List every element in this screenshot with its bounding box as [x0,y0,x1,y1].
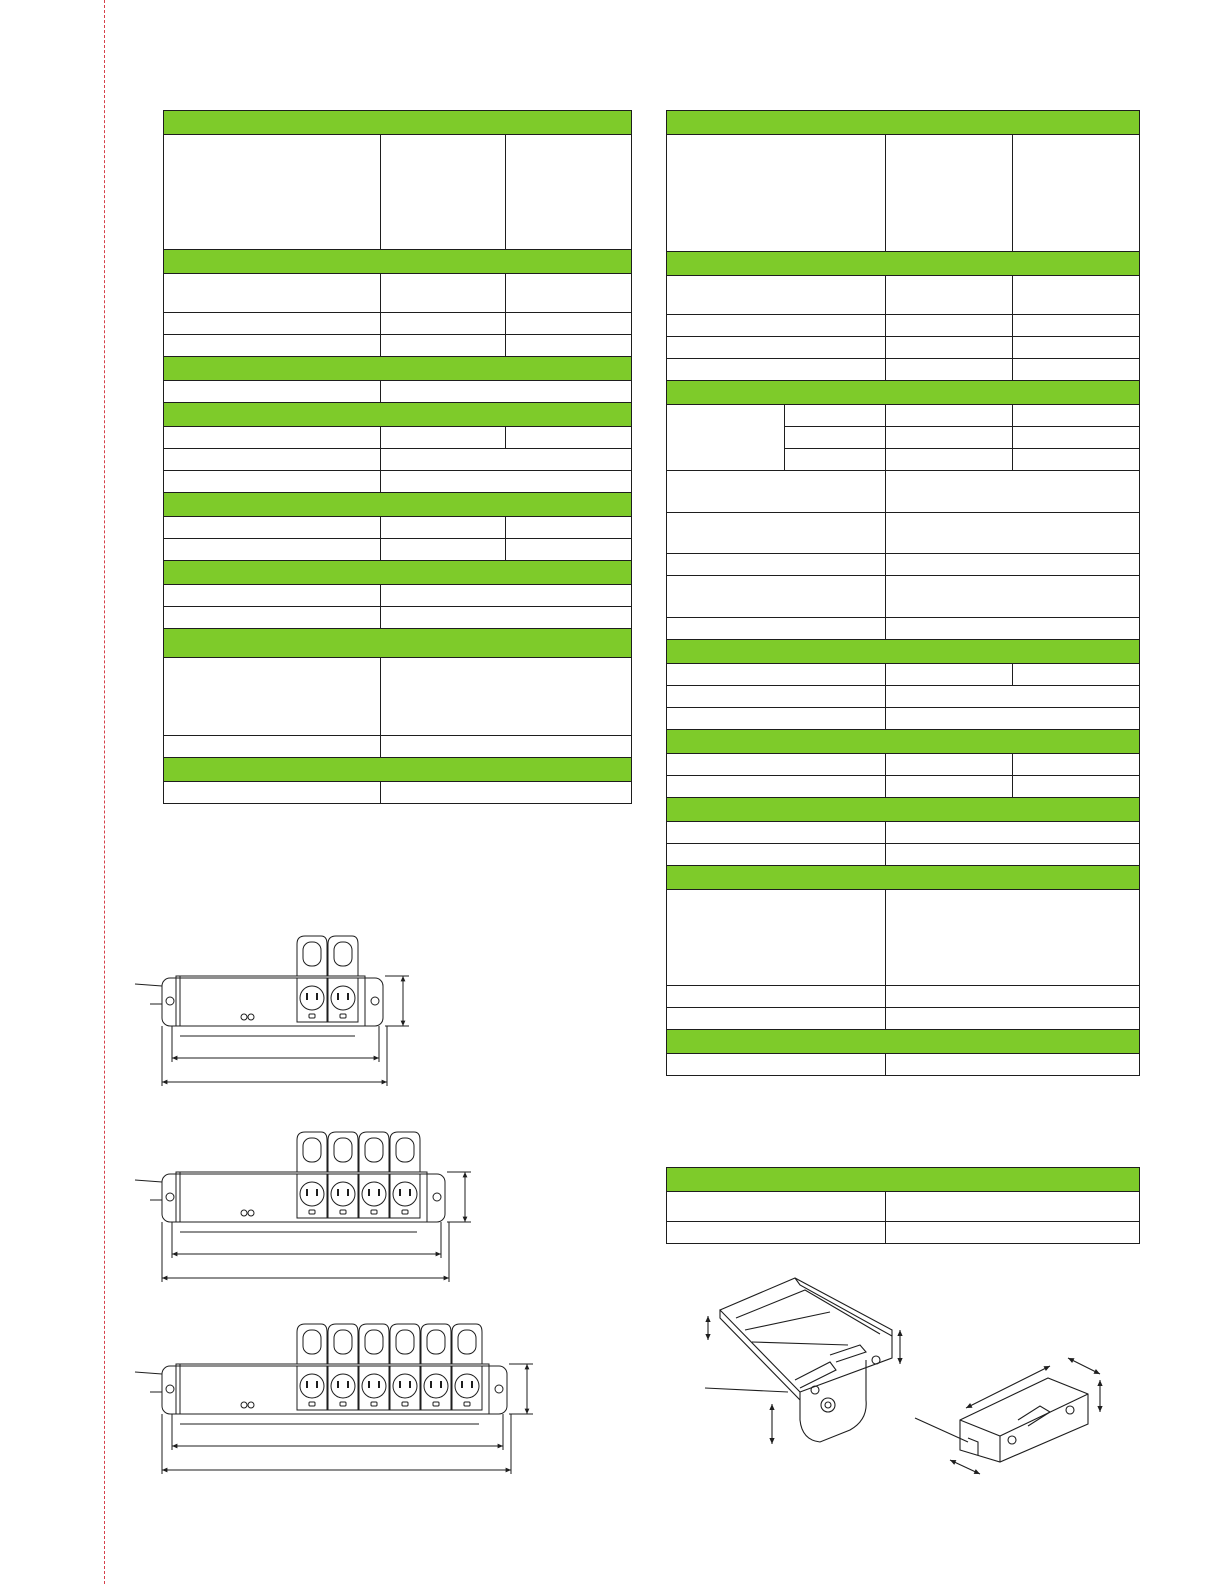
power-strip-icon [135,1132,471,1282]
power-strip-icon [135,1324,533,1474]
bracket-icon [705,1278,900,1444]
power-strip-icon [135,936,409,1086]
bracket-icon [915,1358,1100,1474]
